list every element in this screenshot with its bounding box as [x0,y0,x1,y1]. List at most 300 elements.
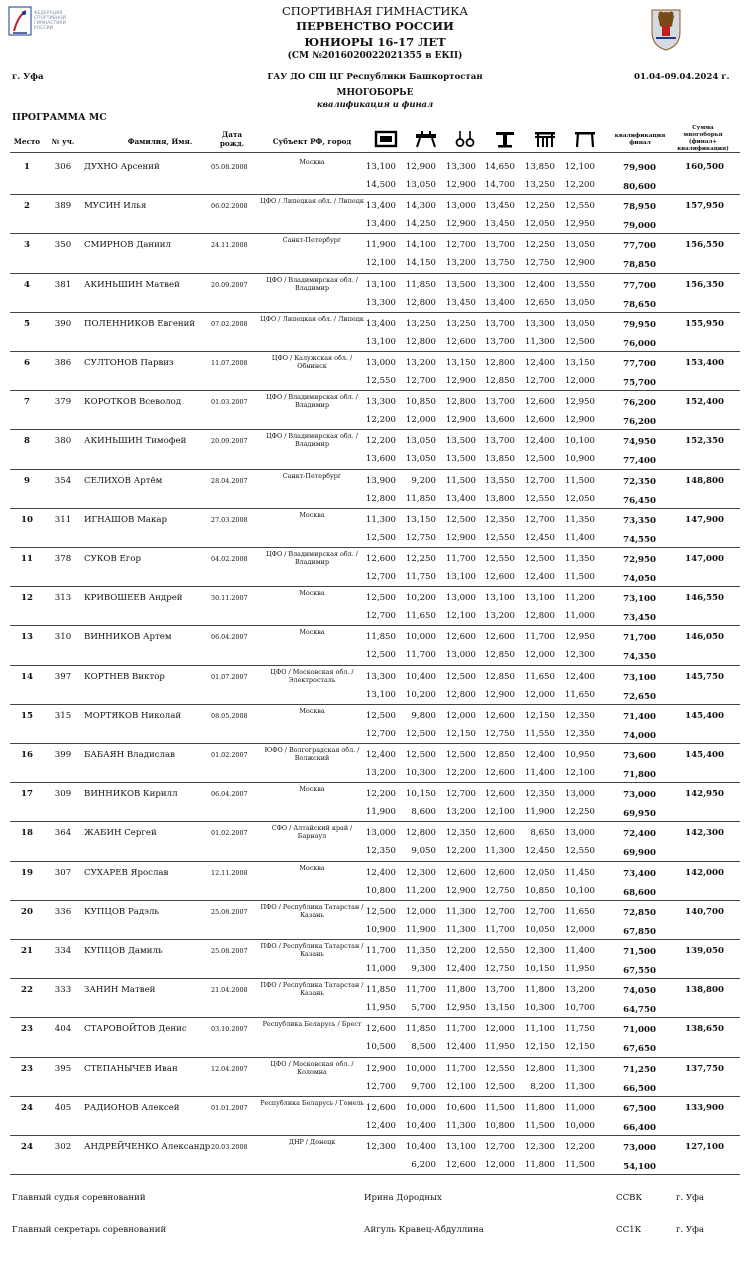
final-score: 13,100 [365,336,396,347]
final-score: 12,850 [484,650,515,661]
final-score: 13,050 [564,297,595,308]
final-score: 12,200 [564,180,595,190]
bib-cell: 336 [54,906,72,917]
row-divider [10,861,740,862]
place-cell: 8 [24,436,30,447]
final-score: 12,800 [524,611,555,622]
allround-sum: 145,400 [685,710,724,721]
bib-cell: 386 [54,358,72,368]
final-score: 12,900 [445,885,476,896]
row-divider [10,469,740,470]
place-cell: 11 [21,554,33,564]
qual-total: 73,000 [623,790,656,801]
bib-cell: 309 [54,789,72,800]
qual-score: 13,900 [365,475,396,486]
region-cell: ЦФО / Владимирская обл. / Владимир [266,432,358,449]
qual-score: 10,600 [445,1102,476,1113]
final-score: 11,900 [524,807,555,818]
qual-score: 11,700 [445,1063,476,1074]
final-score: 11,300 [484,846,515,857]
dob-cell: 28.04.2007 [211,476,248,485]
qual-score: 11,850 [365,632,396,643]
qual-score: 10,000 [405,1063,436,1074]
qual-score: 11,350 [564,554,595,564]
final-score: 11,300 [564,1081,595,1092]
final-score: 13,000 [445,650,476,661]
dob-cell: 11.07.2008 [211,359,248,367]
row-divider [10,508,740,509]
qual-total: 72,350 [623,476,656,487]
qual-total: 79,950 [623,319,656,330]
final-score: 14,500 [365,180,396,190]
final-score: 12,750 [484,728,515,739]
dob-cell: 30.11.2007 [211,594,248,603]
final-score: 12,900 [564,258,595,269]
final-score: 12,600 [524,415,555,426]
final-score: 10,000 [564,1120,595,1131]
qual-total: 77,700 [623,241,656,252]
final-total: 69,900 [623,848,656,859]
qual-score: 10,200 [405,593,436,604]
final-total: 76,450 [623,495,656,506]
qual-score: 12,950 [564,397,595,408]
dob-cell: 01.03.2007 [211,398,248,407]
final-score: 11,650 [564,689,595,700]
qual-score: 13,300 [445,162,476,172]
final-score: 12,250 [564,807,595,818]
final-score: 6,200 [411,1160,436,1170]
qual-score: 12,350 [484,514,515,525]
final-score: 12,750 [484,964,515,974]
allround-sum: 147,000 [685,554,724,564]
dob-cell: 20.09.2007 [211,437,248,446]
qual-score: 13,550 [564,279,595,290]
final-score: 13,250 [524,180,555,190]
row-divider [10,1174,740,1175]
judge-name: Ирина Дородных [364,1193,442,1203]
final-score: 13,100 [365,689,396,700]
qual-score: 12,800 [445,397,476,408]
qual-score: 13,300 [524,318,555,329]
place-cell: 22 [21,985,33,996]
qual-score: 10,150 [405,789,436,800]
qual-score: 13,300 [365,671,396,682]
final-score: 14,150 [405,258,436,269]
athlete-name: КОРТНЕВ Виктор [84,671,165,682]
bib-cell: 306 [54,162,72,172]
table-row [0,197,750,236]
program-label: ПРОГРАММА МС [12,112,107,123]
final-score: 12,000 [524,689,555,700]
region-cell: Москва [299,158,325,166]
table-row [0,824,750,863]
athlete-name: МОРТЯКОВ Николай [84,710,182,721]
bib-cell: 381 [54,279,72,290]
bib-cell: 313 [54,593,72,604]
qual-score: 12,600 [445,632,476,643]
athlete-name: СТАРОВОЙТОВ Денис [84,1024,187,1035]
region-cell: Москва [299,628,325,637]
allround-sum: 153,400 [685,358,724,368]
qual-score: 12,700 [484,1142,515,1152]
qual-score: 13,100 [484,593,515,604]
final-score: 9,700 [411,1081,436,1092]
allround-sum: 147,900 [685,514,724,525]
athlete-name: СТЕПАНЫЧЕВ Иван [84,1063,178,1074]
final-score: 8,600 [411,807,436,818]
final-score: 12,050 [524,219,555,230]
qual-score: 13,100 [524,593,555,604]
dates-label: 01.04-09.04.2024 г. [634,72,730,82]
athlete-name: КУПЦОВ Дамиль [84,946,163,956]
final-score: 12,100 [484,807,515,818]
final-score: 12,700 [365,611,396,622]
qual-score: 13,450 [484,201,515,212]
qual-score: 11,900 [365,240,396,251]
qual-score: 10,100 [564,436,595,447]
qual-score: 13,100 [365,279,396,290]
bib-cell: 399 [54,750,72,760]
allround-sum: 142,300 [685,828,724,839]
final-score: 12,500 [405,728,436,739]
final-score: 8,500 [411,1042,436,1053]
region-cell: Москва [299,510,325,519]
qual-score: 11,850 [365,985,396,996]
qual-score: 12,200 [564,1142,595,1152]
allround-sum: 145,400 [685,750,724,760]
secretary-name: Айгуль Кравец-Абдуллина [364,1225,484,1235]
dob-cell: 25.08.2007 [211,907,248,916]
qual-score: 12,500 [524,554,555,564]
sport-title: СПОРТИВНАЯ ГИМНАСТИКА [281,4,469,18]
qual-score: 12,700 [524,514,555,525]
qual-score: 12,550 [484,1063,515,1074]
qual-score: 12,400 [524,279,555,290]
qual-score: 12,300 [405,867,436,878]
qual-total: 73,100 [623,594,656,605]
allround-sum: 152,350 [685,436,724,447]
final-score: 12,150 [445,728,476,739]
final-score: 12,600 [484,572,515,582]
qual-total: 73,100 [623,672,656,683]
qual-score: 10,850 [405,397,436,408]
header-divider [10,152,740,153]
qual-score: 12,500 [445,750,476,760]
bib-cell: 350 [54,240,72,251]
dob-cell: 24.11.2008 [211,241,248,250]
row-divider [10,900,740,901]
final-total: 64,750 [623,1005,656,1016]
place-cell: 5 [24,318,30,329]
qual-score: 13,700 [484,985,515,996]
row-divider [10,743,740,744]
parallel-bars-icon [533,130,557,148]
athlete-name: ЗАНИН Матвей [84,985,156,996]
dob-cell: 01.02.2007 [211,751,248,759]
final-total: 74,550 [623,534,656,545]
qual-score: 14,300 [405,201,436,212]
athlete-name: АНДРЕЙЧЕНКО Александр [84,1142,211,1152]
final-score: 13,450 [445,297,476,308]
final-score: 12,600 [484,768,515,778]
high-bar-icon [573,130,597,148]
place-cell: 19 [21,867,33,878]
final-total: 76,200 [623,417,656,428]
judge-role: Главный судья соревнований [12,1193,146,1203]
qual-score: 12,850 [484,750,515,760]
qual-score: 11,800 [524,985,555,996]
vault-icon [493,130,517,148]
qual-score: 10,400 [405,671,436,682]
place-cell: 14 [21,671,33,682]
qual-score: 13,700 [484,240,515,251]
final-score: 12,850 [484,376,515,386]
athlete-name: АКИНЬШИН Матвей [84,279,180,290]
final-score: 10,800 [365,885,396,896]
qual-score: 14,100 [405,240,436,251]
qual-score: 13,000 [365,358,396,368]
final-score: 12,900 [445,180,476,190]
judge-city: г. Уфа [676,1193,705,1203]
final-score: 12,750 [484,885,515,896]
final-score: 12,000 [484,1160,515,1170]
region-cell: ЦФО / Владимирская обл. / Владимир [266,393,358,410]
qual-score: 12,000 [405,906,436,917]
region-cell: Республика Беларусь / Гомель [260,1098,364,1107]
region-cell: ДНР / Донецк [288,1138,336,1146]
final-score: 12,400 [365,1120,396,1131]
final-score: 12,150 [524,1042,555,1053]
qual-score: 13,300 [484,279,515,290]
final-score: 12,500 [524,454,555,465]
final-score: 11,700 [484,924,515,935]
qual-score: 12,400 [524,436,555,447]
athlete-name: ВИННИКОВ Артем [84,632,172,643]
bib-cell: 315 [54,710,72,721]
place-cell: 4 [24,279,30,290]
qual-total: 73,600 [623,751,656,761]
table-row [0,981,750,1020]
final-score: 10,200 [405,689,436,700]
final-score: 11,000 [365,964,396,974]
final-score: 10,300 [524,1003,555,1014]
dob-cell: 05.08.2008 [211,163,248,171]
qual-total: 71,700 [623,633,656,644]
final-total: 75,700 [623,378,656,388]
final-score: 10,900 [564,454,595,465]
final-score: 14,250 [405,219,436,230]
athlete-name: АКИНЬШИН Тимофей [84,436,187,447]
region-cell: ЦФО / Московская обл. / Коломна [270,1059,354,1076]
final-score: 11,400 [524,768,555,778]
qual-score: 13,000 [445,593,476,604]
allround-sum: 133,900 [685,1102,724,1113]
allround-sum: 146,550 [685,593,724,604]
qual-score: 12,000 [484,1024,515,1035]
final-score: 14,700 [484,180,515,190]
final-score: 11,850 [405,493,436,504]
bib-cell: 310 [54,632,72,643]
qual-score: 13,150 [445,358,476,368]
dob-cell: 06.02.2008 [211,202,248,211]
row-divider [10,1096,740,1097]
allround-sum: 156,550 [685,240,724,251]
dob-cell: 04.02.2008 [211,555,248,563]
qual-score: 12,400 [524,358,555,368]
qual-score: 12,600 [484,710,515,721]
qual-score: 12,300 [524,1142,555,1152]
place-cell: 12 [21,593,33,604]
qual-score: 11,000 [564,1102,595,1113]
region-cell: Санкт-Петербург [282,471,342,480]
final-score: 13,300 [365,297,396,308]
allround-sum: 127,100 [685,1142,724,1152]
final-score: 11,550 [524,728,555,739]
qual-score: 12,550 [484,946,515,956]
qual-score: 13,300 [365,397,396,408]
region-cell: ЦФО / Владимирская обл. / Владимир [266,550,358,566]
final-score: 12,900 [445,415,476,426]
final-score: 11,800 [524,1160,555,1170]
qual-score: 11,500 [484,1102,515,1113]
final-score: 12,100 [445,1081,476,1092]
final-score: 12,700 [405,376,436,386]
final-total: 67,850 [623,926,656,937]
athlete-name: КРИВОШЕЕВ Андрей [84,593,183,604]
final-score: 9,300 [411,964,436,974]
final-score: 11,900 [405,924,436,935]
col-bib: № уч. [51,137,75,146]
final-score: 13,200 [365,768,396,778]
qual-score: 12,150 [524,710,555,721]
qual-score: 11,350 [564,514,595,525]
row-divider [10,233,740,234]
qual-total: 76,200 [623,398,656,409]
qual-total: 74,950 [623,437,656,448]
bib-cell: 389 [54,201,72,212]
qual-score: 9,200 [411,475,436,486]
row-divider [10,1135,740,1136]
qual-score: 11,700 [445,1024,476,1035]
dob-cell: 06.04.2007 [211,633,248,642]
final-score: 11,200 [405,885,436,896]
qual-score: 13,200 [564,985,595,996]
table-row [0,785,750,824]
final-score: 10,900 [365,924,396,935]
col-name: Фамилия, Имя. [127,137,193,146]
final-score: 12,900 [564,415,595,426]
final-score: 12,900 [445,376,476,386]
final-score: 12,200 [445,846,476,857]
bib-cell: 405 [54,1102,72,1113]
allround-sum: 145,750 [685,671,724,682]
bib-cell: 380 [54,436,72,447]
dob-cell: 07.02.2008 [211,319,248,328]
region-cell: Москва [299,863,325,872]
qual-score: 13,400 [365,318,396,329]
qual-total: 78,950 [623,202,656,213]
region-cell: ЦФО / Липецкая обл. / Липецк [260,197,364,206]
qual-score: 11,300 [365,514,396,525]
qual-total: 71,500 [623,947,656,957]
place-cell: 24 [21,1142,33,1152]
qual-score: 13,000 [445,201,476,212]
region-cell: Москва [299,785,325,794]
place-cell: 18 [21,828,33,839]
allround-sum: 155,950 [685,318,724,329]
bib-cell: 307 [54,867,72,878]
dob-cell: 25.08.2007 [211,947,248,955]
col-region: Субъект РФ, город [272,137,352,146]
final-score: 11,950 [564,964,595,974]
allround-sum: 138,800 [685,985,724,996]
final-score: 11,750 [405,572,436,582]
floor-icon [374,130,398,148]
dob-cell: 27.03.2008 [211,515,248,524]
allround-sum: 142,000 [685,867,724,878]
final-score: 12,550 [524,493,555,504]
table-row [0,942,750,981]
table-row [0,276,750,315]
final-score: 12,550 [564,846,595,857]
place-cell: 1 [24,162,30,172]
qual-score: 11,850 [405,279,436,290]
qual-total: 74,050 [623,986,656,997]
athlete-name: БАБАЯН Владислав [84,750,175,760]
final-score: 12,700 [365,572,396,582]
qual-score: 12,800 [405,828,436,839]
qual-score: 11,700 [445,554,476,564]
qual-score: 13,700 [484,318,515,329]
qual-score: 13,500 [445,279,476,290]
event-title: МНОГОБОРЬЕ [336,88,414,98]
event-subtitle: квалификация и финал [316,99,434,109]
qual-score: 9,800 [411,710,436,721]
athlete-name: СУКОВ Егор [84,554,141,564]
final-score: 12,800 [445,689,476,700]
secretary-city: г. Уфа [676,1225,705,1235]
region-cell: ПФО / Республика Татарстан / Казань [260,981,364,998]
qual-score: 10,950 [564,750,595,760]
table-row [0,589,750,628]
row-divider [10,312,740,313]
final-score: 10,700 [564,1003,595,1014]
qual-score: 11,300 [445,906,476,917]
final-score: 12,950 [445,1003,476,1014]
final-total: 66,400 [623,1122,656,1133]
region-cell: ПФО / Республика Татарстан / Казань [260,942,364,958]
qual-score: 12,700 [445,240,476,251]
final-score: 13,850 [484,454,515,465]
final-score: 13,050 [405,180,436,190]
final-total: 67,550 [623,966,656,976]
final-score: 8,200 [530,1081,555,1092]
final-score: 11,950 [365,1003,396,1014]
qual-score: 12,800 [524,1063,555,1074]
allround-sum: 152,400 [685,397,724,408]
table-row [0,707,750,746]
final-score: 12,800 [405,336,436,347]
final-score: 12,150 [564,1042,595,1053]
qual-score: 10,400 [405,1142,436,1152]
row-divider [10,586,740,587]
place-cell: 2 [24,201,30,212]
final-score: 12,400 [445,964,476,974]
qual-score: 12,550 [484,554,515,564]
qual-score: 12,400 [524,750,555,760]
table-row [0,432,750,471]
final-score: 11,300 [445,924,476,935]
